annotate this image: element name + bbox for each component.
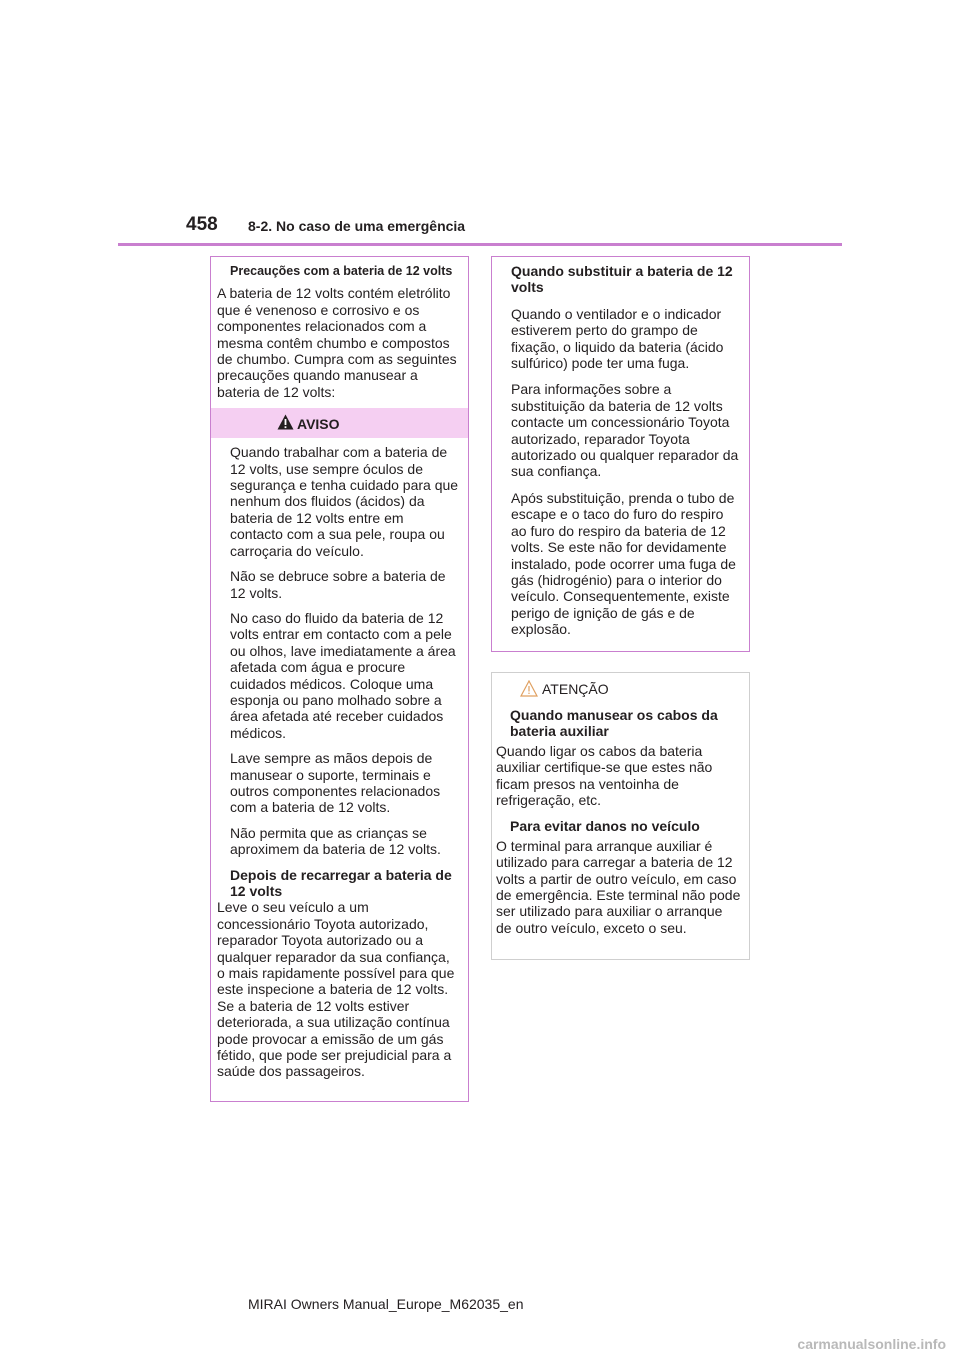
- caution-label: ATENÇÃO: [542, 681, 609, 697]
- replacement-paragraph-1: Quando o ventilador e o indicador estiverem perto do grampo de fixação, o liquido da bateria (ácido sulfúrico) pode ter uma fuga.: [511, 305, 724, 372]
- warning-item-1: Quando trabalhar com a bateria de 12 volts, use sempre óculos de segurança e tenha cuidado para que nenhum dos fluidos (ácidos) da bateria de 12 volts entre em contacto com a sua pele, roupa ou carroçaria do veículo.: [230, 444, 459, 559]
- precautions-heading: Precauções com a bateria de 12 volts: [230, 264, 453, 278]
- header-rule: [118, 243, 842, 246]
- replacement-heading: Quando substituir a bateria de 12 volts: [511, 263, 733, 296]
- jumper-cables-text: Quando ligar os cabos da bateria auxiliar certifique-se que estes não ficam presos na ventoinha de refrigeração, etc.: [496, 742, 713, 809]
- manual-name-footer: MIRAI Owners Manual_Europe_M62035_en: [248, 1296, 524, 1312]
- jumper-cables-heading: Quando manusear os cabos da bateria auxiliar: [510, 707, 718, 740]
- recharge-text: Leve o seu veículo a um concessionário Toyota autorizado, reparador Toyota autorizado ou a qualquer reparador da sua confiança, o mais rapidamente possível para que este inspecione a bateria de 12 volts. Se a bateria de 12 volts estiver deteriorada, a sua utilização contínua pode provocar a emissão de um gás fétido, que pode ser prejudicial para a saúde dos passageiros.: [217, 899, 455, 1080]
- precautions-section: [211, 257, 468, 400]
- warning-item-2: Não se debruce sobre a bateria de 12 volts.: [230, 568, 446, 601]
- caution-content: [492, 705, 749, 936]
- precautions-intro: A bateria de 12 volts contém eletrólito que é venenoso e corrosivo e os componentes relacionados com a mesma contêm chumbo e compostos de chumbo. Cumpra com as seguintes precauções quando manusear a bateria de 12 volts:: [217, 285, 457, 400]
- caution-triangle-icon: [520, 680, 538, 697]
- avoid-damage-heading: Para evitar danos no veículo: [510, 818, 700, 835]
- battery-precautions-box: [210, 256, 469, 1102]
- warning-label: AVISO: [297, 416, 340, 433]
- warning-item-4: Lave sempre as mãos depois de manusear o suporte, terminais e outros componentes relacionados com a bateria de 12 volts.: [230, 750, 441, 816]
- recharge-subheading: Depois de recarregar a bateria de 12 volts: [230, 866, 452, 899]
- avoid-damage-text: O terminal para arranque auxiliar é utilizado para carregar a bateria de 12 volts a partir de outro veículo, em caso de emergência. Este terminal não pode ser utilizado para auxiliar o arranque de outro veículo, exceto o seu.: [496, 837, 741, 936]
- caution-header: [492, 673, 749, 705]
- warning-content: [211, 438, 468, 1080]
- replacement-paragraph-2: Para informações sobre a substituição da bateria de 12 volts contacte um concessionário Toyota autorizado, reparador Toyota autorizado ou qualquer reparador da sua confiança.: [511, 381, 739, 480]
- battery-replacement-box: [491, 256, 750, 652]
- replacement-paragraph-3: Após substituição, prenda o tubo de escape e o taco do furo do respiro ao furo do respiro da bateria de 12 volts. Se este não for devidamente instalado, pode ocorrer uma fuga de gás (hidrogénio) para o interior do veículo. Consequentemente, existe perigo de ignição de gás e de explosão.: [511, 489, 736, 638]
- page-number: 458: [186, 214, 218, 235]
- warning-header: [211, 408, 468, 438]
- warning-item-5: Não permita que as crianças se aproximem da bateria de 12 volts.: [230, 824, 441, 858]
- caution-box: [491, 672, 750, 960]
- section-title: 8-2. No caso de uma emergência: [248, 218, 466, 234]
- warning-item-3: No caso do fluido da bateria de 12 volts entrar em contacto com a pele ou olhos, lave imediatamente a área afetada com água e procure cuidados médicos. Coloque uma esponja ou pano molhado sobre a área afetada até receber cuidados médicos.: [230, 609, 456, 741]
- watermark: carmanualsonline.info: [797, 1336, 946, 1352]
- warning-triangle-icon: [277, 414, 294, 430]
